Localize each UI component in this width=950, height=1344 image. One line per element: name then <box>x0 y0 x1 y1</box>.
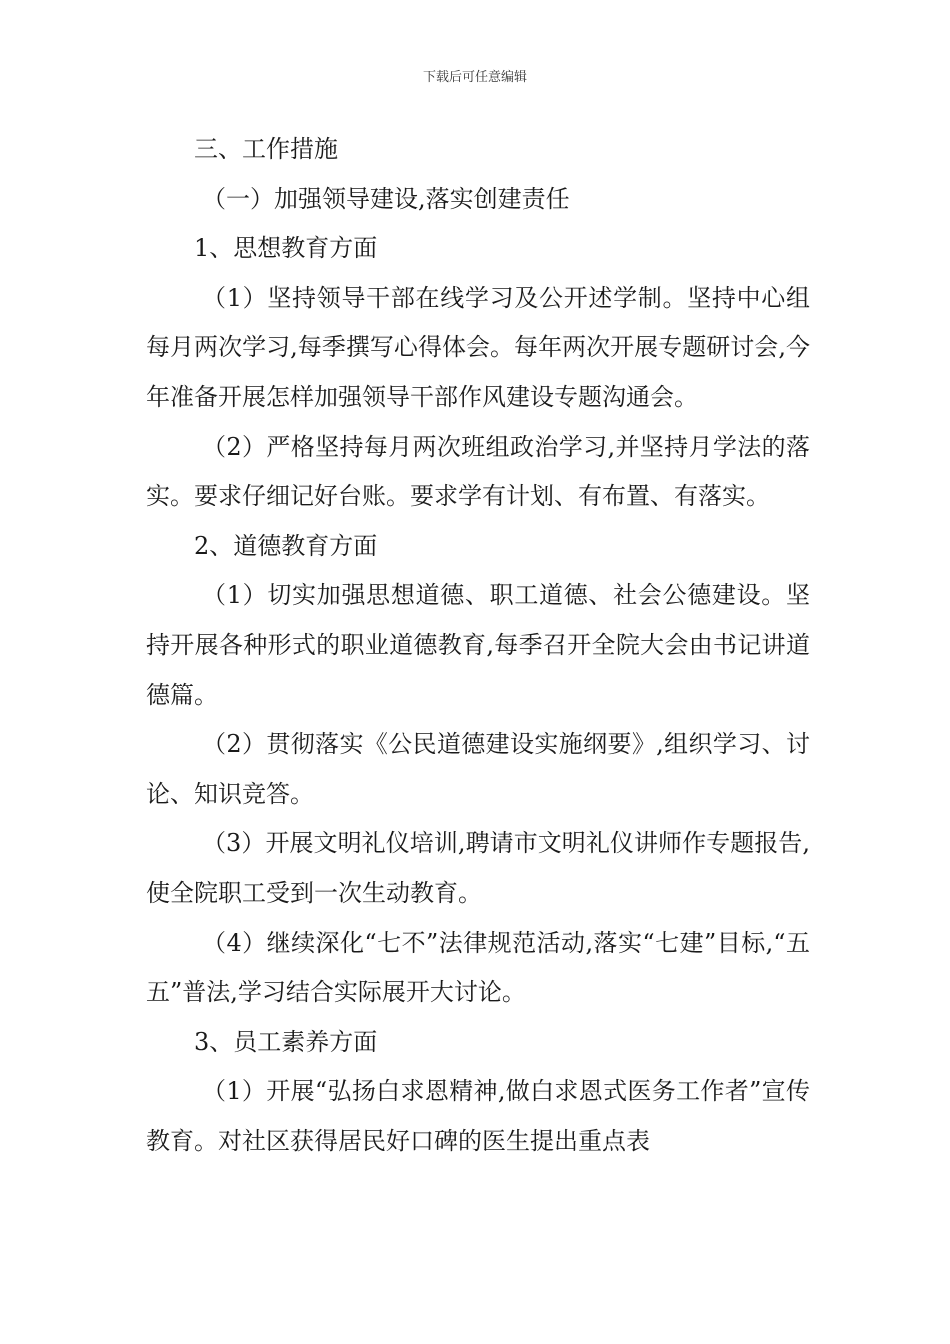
paragraph: （1）切实加强思想道德、职工道德、社会公德建设。坚持开展各种形式的职业道德教育,每季召开全院大会由书记讲道德篇。 <box>146 581 810 709</box>
paragraph: （4）继续深化“七不”法律规范活动,落实“七建”目标,“五五”普法,学习结合实际展开大讨论。 <box>146 928 810 1007</box>
paragraph: （2）贯彻落实《公民道德建设实施纲要》,组织学习、讨论、知识竞答。 <box>146 730 810 808</box>
paragraph: （3）开展文明礼仪培训,聘请市文明礼仪讲师作专题报告,使全院职工受到一次生动教育。 <box>146 829 810 907</box>
paragraph: （1）坚持领导干部在线学习及公开述学制。坚持中心组每月两次学习,每季撰写心得体会。每年两次开展专题研讨会,今年准备开展怎样加强领导干部作风建设专题沟通会。 <box>146 283 810 411</box>
document-body <box>146 125 810 1166</box>
page-header: 下载后可任意编辑 <box>422 70 527 85</box>
section-heading: 三、工作措施 <box>194 135 338 163</box>
paragraph: （1）开展“弘扬白求恩精神,做白求恩式医务工作者”宣传教育。对社区获得居民好口碑的医生提出重点表 <box>146 1077 810 1155</box>
item-heading: 2、道德教育方面 <box>194 531 378 560</box>
paragraph: （2）严格坚持每月两次班组政治学习,并坚持月学法的落实。要求仔细记好台账。要求学有计划、有布置、有落实。 <box>146 432 810 511</box>
item-heading: 1、思想教育方面 <box>194 234 378 263</box>
item-heading: 3、员工素养方面 <box>194 1027 378 1056</box>
subsection-heading: （一）加强领导建设,落实创建责任 <box>202 184 570 213</box>
